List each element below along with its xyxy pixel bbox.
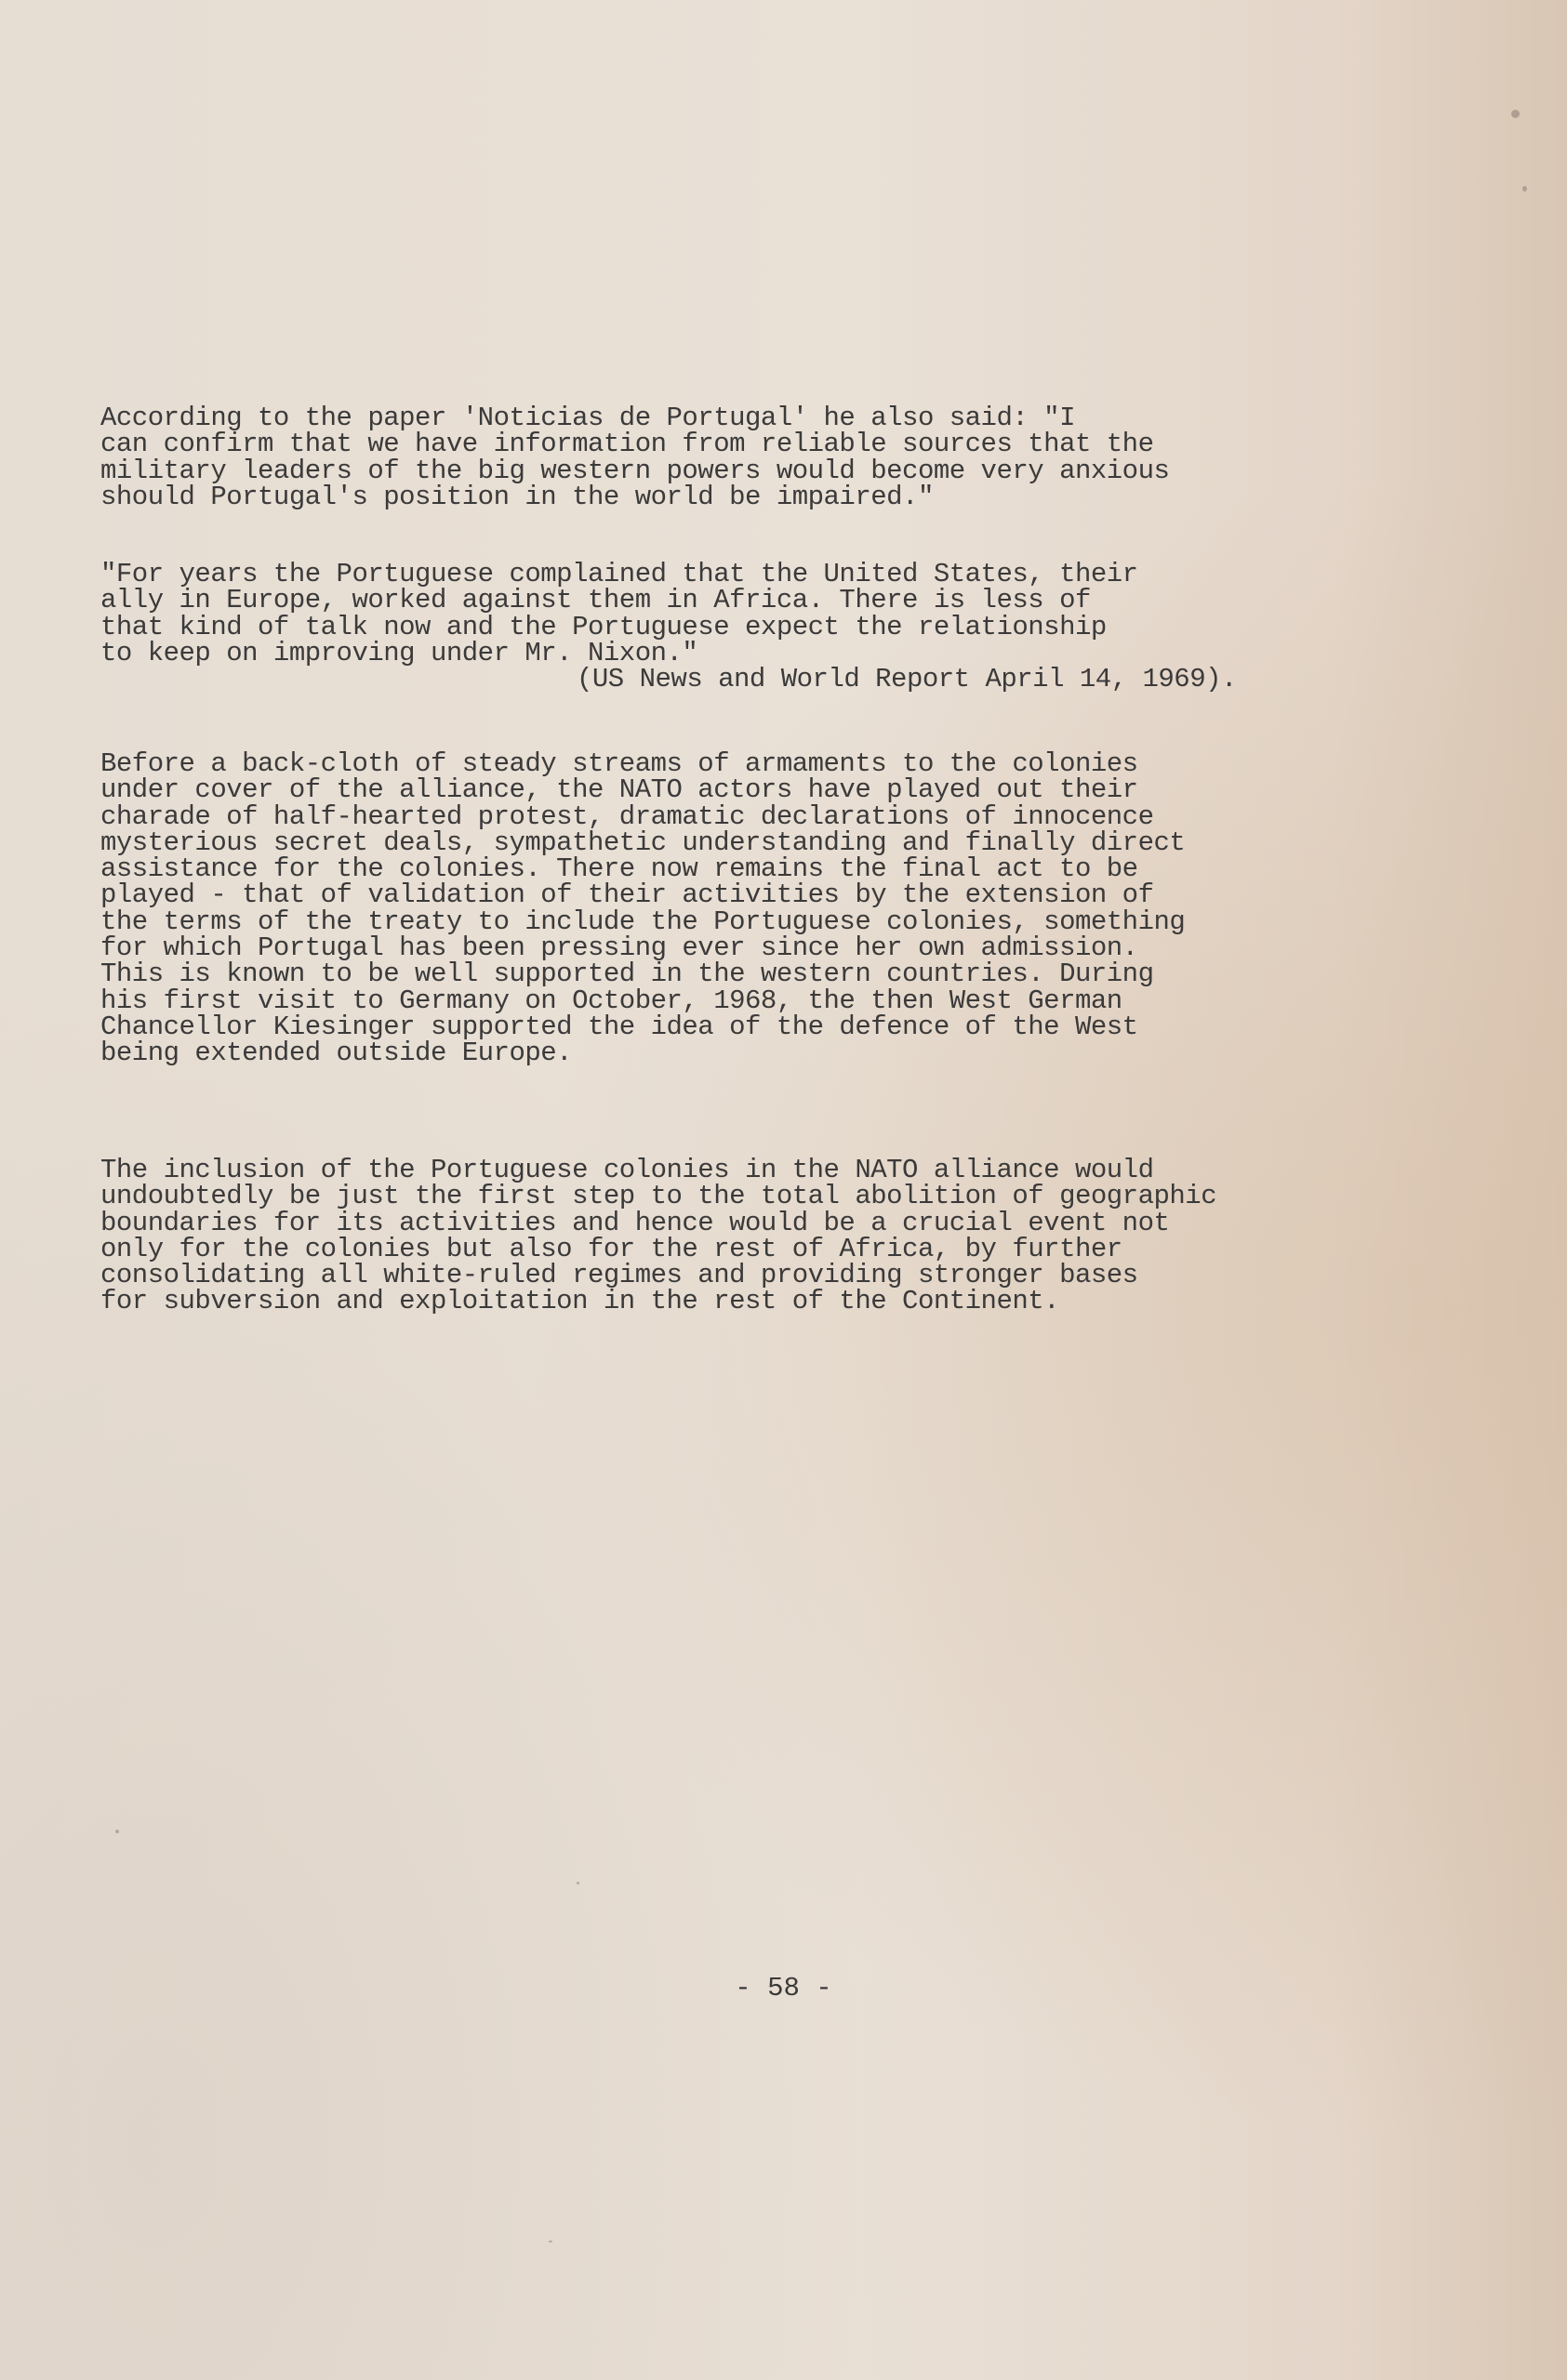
text-line: Before a back-cloth of steady streams of armaments to the colonies — [100, 748, 1138, 779]
citation: (US News and World Report April 14, 1969). — [577, 664, 1237, 695]
text-line: consolidating all white-ruled regimes and providing stronger bases — [100, 1260, 1138, 1291]
text-line: for which Portugal has been pressing ever since her own admission. — [100, 932, 1138, 964]
paper-speck — [1522, 186, 1527, 192]
paper-speck — [115, 1830, 119, 1833]
paragraph-nato-charade — [100, 748, 1300, 1069]
text-line: that kind of talk now and the Portuguese expect the relationship — [100, 611, 1107, 642]
text-line: Chancellor Kiesinger supported the idea of the defence of the West — [100, 1011, 1138, 1042]
text-line: being extended outside Europe. — [100, 1038, 573, 1069]
text-line: assistance for the colonies. There now remains the final act to be — [100, 853, 1138, 885]
text-line: charade of half-hearted protest, dramatic declarations of innocence — [100, 800, 1154, 832]
text-line: the terms of the treaty to include the Portuguese colonies, something — [100, 906, 1186, 937]
text-line: This is known to be well supported in the western countries. During — [100, 959, 1154, 990]
text-line: should Portugal's position in the world be impaired." — [100, 481, 934, 512]
text-line: "For years the Portuguese complained that the United States, their — [100, 559, 1138, 589]
paragraph-us-news-quote — [100, 559, 1300, 695]
text-line: for subversion and exploitation in the rest of the Continent. — [100, 1286, 1060, 1317]
text-line: under cover of the alliance, the NATO actors have played out their — [100, 774, 1138, 806]
text-line: undoubtedly be just the first step to the total abolition of geographic — [100, 1181, 1217, 1212]
paragraph-noticias-quote — [100, 405, 1300, 510]
paper-speck — [1511, 110, 1520, 118]
paper-speck — [577, 1882, 579, 1884]
text-line: boundaries for its activities and hence would be a crucial event not — [100, 1207, 1170, 1238]
text-line: The inclusion of the Portuguese colonies in the NATO alliance would — [100, 1155, 1154, 1185]
text-line: can confirm that we have information from reliable sources that the — [100, 429, 1154, 460]
text-line: military leaders of the big western powers would become very anxious — [100, 455, 1170, 486]
paragraph-inclusion-colonies — [100, 1157, 1300, 1316]
text-line: only for the colonies but also for the rest of Africa, by further — [100, 1233, 1122, 1264]
page-number: - 58 - — [735, 1973, 832, 2003]
text-line: mysterious secret deals, sympathetic understanding and finally direct — [100, 826, 1186, 858]
text-line: According to the paper 'Noticias de Portugal' he also said: "I — [100, 403, 1075, 433]
text-line: played - that of validation of their activities by the extension of — [100, 879, 1154, 911]
text-line: his first visit to Germany on October, 1968, the then West German — [100, 985, 1122, 1016]
text-line: ally in Europe, worked against them in Africa. There is less of — [100, 585, 1091, 616]
paper-speck — [549, 2241, 552, 2242]
text-line: to keep on improving under Mr. Nixon." — [100, 637, 698, 668]
